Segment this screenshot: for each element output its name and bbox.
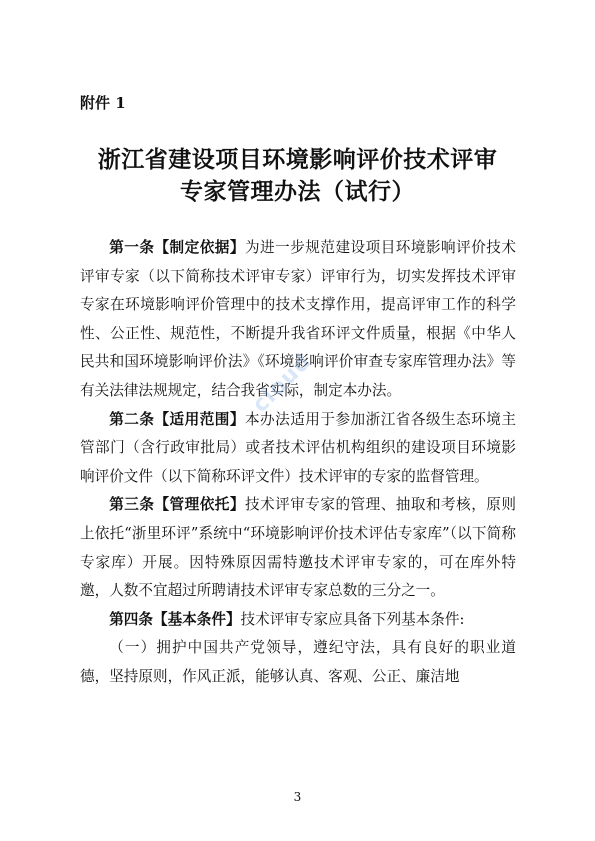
document-title-line-1: 浙江省建设项目环境影响评价技术评审 <box>97 146 498 173</box>
article-3 <box>80 491 516 605</box>
article-1-heading: 第一条【制定依据】 <box>109 239 245 256</box>
article-4-heading: 第四条【基本条件】 <box>109 610 241 628</box>
article-4-text: 技术评审专家应具备下列基本条件: <box>240 610 465 628</box>
watermark: cloud <box>248 349 317 418</box>
document-title-line-2: 专家管理办法（试行） <box>180 178 415 205</box>
article-4 <box>80 606 516 635</box>
document-body <box>80 234 516 692</box>
article-2-heading: 第二条【适用范围】 <box>109 410 245 428</box>
page-number: 3 <box>293 790 302 804</box>
article-2 <box>80 406 516 492</box>
attachment-label: 附件 1 <box>80 94 126 112</box>
article-4-item-1: （一）拥护中国共产党领导，遵纪守法，具有良好的职业道德，坚持原则，作风正派，能够认真、客观、公正、廉洁地 <box>80 639 516 685</box>
article-1-text: 为进一步规范建设项目环境影响评价技术评审专家（以下简称技术评审专家）评审行为，切实发挥技术评审专家在环境影响评价管理中的技术支撑作用，提高评审工作的科学性、公正性、规范性，不断提升我省环评文件质量，根据《中华人民共和国环境影响评价法》《环境影响评价审查专家库管理办法》等有关法律法规规定，结合我省实际，制定本办法。 <box>80 239 516 399</box>
article-3-text: 技术评审专家的管理、抽取和考核，原则上依托“浙里环评”系统中“环境影响评价技术评估专家库”（以下简称专家库）开展。因特殊原因需特邀技术评审专家的，可在库外特邀，人数不宜超过所聘请技术评审专家总数的三分之一。 <box>80 496 516 600</box>
article-2-text: 本办法适用于参加浙江省各级生态环境主管部门（含行政审批局）或者技术评估机构组织的建设项目环境影响评价文件（以下简称环评文件）技术评审的专家的监督管理。 <box>80 410 516 485</box>
article-3-heading: 第三条【管理依托】 <box>109 496 245 514</box>
